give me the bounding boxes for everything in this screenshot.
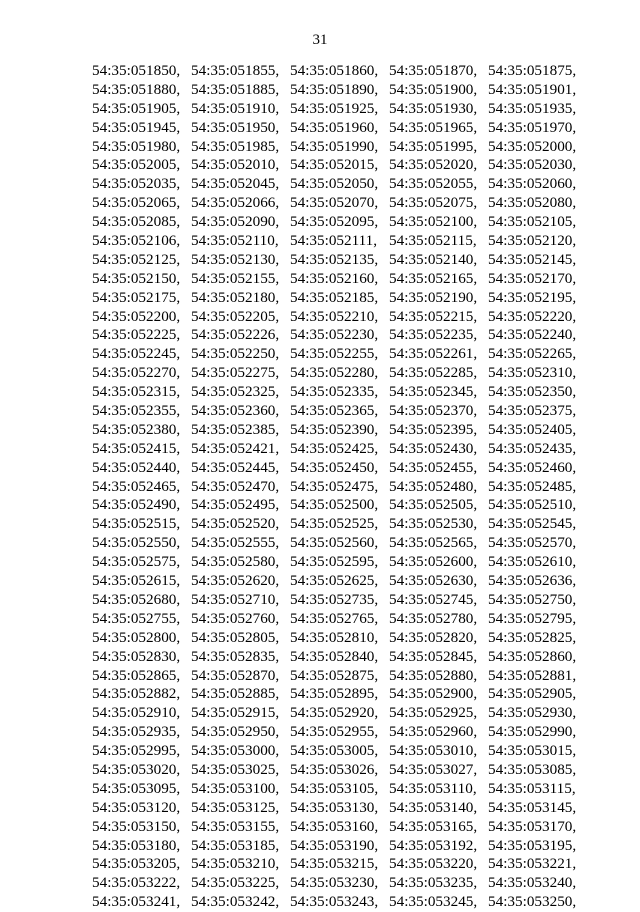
cadastral-number: 54:35:052475, [290,477,379,495]
cadastral-number: 54:35:052235, [389,326,478,344]
cadastral-number: 54:35:051990, [290,137,379,155]
cadastral-number: 54:35:052000, [488,137,577,155]
cadastral-number: 54:35:052900, [389,685,478,703]
cadastral-number: 54:35:052350, [488,383,577,401]
cadastral-number: 54:35:052510, [488,496,577,514]
cadastral-number: 54:35:052180, [191,288,280,306]
cadastral-number: 54:35:052820, [389,628,478,646]
cadastral-number: 54:35:052495, [191,496,280,514]
cadastral-number: 54:35:053095, [92,779,181,797]
cadastral-number: 54:35:053240, [488,874,577,892]
cadastral-number: 54:35:052015, [290,156,379,174]
cadastral-number: 54:35:052825, [488,628,577,646]
cadastral-number: 54:35:052310, [488,364,577,382]
cadastral-number: 54:35:052385, [191,420,280,438]
cadastral-number: 54:35:052165, [389,269,478,287]
cadastral-number: 54:35:052010, [191,156,280,174]
cadastral-number: 54:35:053027, [389,760,478,778]
cadastral-number: 54:35:052325, [191,383,280,401]
cadastral-number: 54:35:053245, [389,893,478,911]
cadastral-number: 54:35:053180, [92,836,181,854]
cadastral-number: 54:35:052765, [290,609,379,627]
cadastral-number: 54:35:052105, [488,213,577,231]
cadastral-number: 54:35:052215, [389,307,478,325]
cadastral-number: 54:35:052421, [191,439,280,457]
cadastral-number: 54:35:053165, [389,817,478,835]
cadastral-number: 54:35:052515, [92,515,181,533]
cadastral-number: 54:35:051935, [488,99,577,117]
cadastral-number: 54:35:052170, [488,269,577,287]
cadastral-number: 54:35:052580, [191,553,280,571]
cadastral-number: 54:35:051910, [191,99,280,117]
cadastral-number: 54:35:052205, [191,307,280,325]
cadastral-number: 54:35:051905, [92,99,181,117]
cadastral-number: 54:35:053235, [389,874,478,892]
cadastral-number: 54:35:053192, [389,836,478,854]
cadastral-number: 54:35:052745, [389,590,478,608]
cadastral-number: 54:35:053085, [488,760,577,778]
cadastral-number: 54:35:052066, [191,194,280,212]
cadastral-number: 54:35:052455, [389,458,478,476]
cadastral-number: 54:35:053230, [290,874,379,892]
cadastral-number: 54:35:052610, [488,553,577,571]
cadastral-number: 54:35:052355, [92,402,181,420]
cadastral-number: 54:35:052955, [290,723,379,741]
cadastral-number: 54:35:053250, [488,893,577,911]
cadastral-number: 54:35:052800, [92,628,181,646]
cadastral-number-list [92,62,587,912]
cadastral-number: 54:35:052795, [488,609,577,627]
cadastral-number: 54:35:052415, [92,439,181,457]
cadastral-number: 54:35:052895, [290,685,379,703]
cadastral-number: 54:35:052085, [92,213,181,231]
cadastral-number: 54:35:052255, [290,345,379,363]
cadastral-number: 54:35:052075, [389,194,478,212]
cadastral-number: 54:35:052335, [290,383,379,401]
cadastral-number: 54:35:052160, [290,269,379,287]
cadastral-number: 54:35:052915, [191,704,280,722]
cadastral-number: 54:35:052735, [290,590,379,608]
cadastral-number: 54:35:052055, [389,175,478,193]
cadastral-number: 54:35:052615, [92,572,181,590]
cadastral-number: 54:35:052230, [290,326,379,344]
cadastral-number: 54:35:052810, [290,628,379,646]
cadastral-number: 54:35:052565, [389,534,478,552]
cadastral-number: 54:35:052505, [389,496,478,514]
cadastral-number: 54:35:052710, [191,590,280,608]
cadastral-number: 54:35:052090, [191,213,280,231]
cadastral-number: 54:35:052155, [191,269,280,287]
cadastral-number: 54:35:052220, [488,307,577,325]
cadastral-number: 54:35:052881, [488,666,577,684]
cadastral-number: 54:35:052750, [488,590,577,608]
cadastral-number: 54:35:052882, [92,685,181,703]
cadastral-number: 54:35:053025, [191,760,280,778]
cadastral-number: 54:35:052445, [191,458,280,476]
cadastral-number: 54:35:052080, [488,194,577,212]
cadastral-number: 54:35:053221, [488,855,577,873]
cadastral-number: 54:35:052905, [488,685,577,703]
cadastral-number: 54:35:053140, [389,798,478,816]
cadastral-number: 54:35:052525, [290,515,379,533]
cadastral-number: 54:35:052935, [92,723,181,741]
cadastral-number: 54:35:052045, [191,175,280,193]
cadastral-number: 54:35:052020, [389,156,478,174]
cadastral-number: 54:35:053225, [191,874,280,892]
cadastral-number: 54:35:051930, [389,99,478,117]
cadastral-number: 54:35:052570, [488,534,577,552]
cadastral-number: 54:35:052375, [488,402,577,420]
cadastral-number: 54:35:052060, [488,175,577,193]
cadastral-number: 54:35:052190, [389,288,478,306]
cadastral-number: 54:35:053026, [290,760,379,778]
cadastral-number: 54:35:053105, [290,779,379,797]
cadastral-number: 54:35:052500, [290,496,379,514]
cadastral-number: 54:35:052435, [488,439,577,457]
cadastral-number: 54:35:052995, [92,742,181,760]
cadastral-number: 54:35:051985, [191,137,280,155]
cadastral-number: 54:35:051850, [92,62,181,79]
cadastral-number: 54:35:052070, [290,194,379,212]
cadastral-number: 54:35:053145, [488,798,577,816]
cadastral-number: 54:35:052275, [191,364,280,382]
cadastral-number: 54:35:053005, [290,742,379,760]
cadastral-number: 54:35:052390, [290,420,379,438]
cadastral-number: 54:35:052835, [191,647,280,665]
cadastral-number: 54:35:052550, [92,534,181,552]
cadastral-number: 54:35:052930, [488,704,577,722]
cadastral-number: 54:35:053242, [191,893,280,911]
cadastral-number: 54:35:052210, [290,307,379,325]
cadastral-number: 54:35:053190, [290,836,379,854]
cadastral-number: 54:35:053222, [92,874,181,892]
cadastral-number: 54:35:053170, [488,817,577,835]
cadastral-number: 54:35:051965, [389,118,478,136]
cadastral-number: 54:35:051980, [92,137,181,155]
cadastral-number: 54:35:053150, [92,817,181,835]
cadastral-number: 54:35:052480, [389,477,478,495]
cadastral-number: 54:35:052360, [191,402,280,420]
cadastral-number: 54:35:052100, [389,213,478,231]
cadastral-number: 54:35:052030, [488,156,577,174]
cadastral-number: 54:35:053010, [389,742,478,760]
cadastral-number: 54:35:052425, [290,439,379,457]
cadastral-number: 54:35:052885, [191,685,280,703]
cadastral-number: 54:35:053120, [92,798,181,816]
cadastral-number: 54:35:052575, [92,553,181,571]
cadastral-number: 54:35:052925, [389,704,478,722]
cadastral-number: 54:35:052095, [290,213,379,231]
cadastral-number: 54:35:052430, [389,439,478,457]
page-number: 31 [312,32,328,48]
cadastral-number: 54:35:052185, [290,288,379,306]
cadastral-number: 54:35:053020, [92,760,181,778]
cadastral-number: 54:35:052450, [290,458,379,476]
cadastral-number: 54:35:051995, [389,137,478,155]
cadastral-number: 54:35:052200, [92,307,181,325]
cadastral-number: 54:35:051860, [290,62,379,79]
cadastral-number: 54:35:052111, [290,232,378,250]
cadastral-number: 54:35:052625, [290,572,379,590]
cadastral-number: 54:35:052600, [389,553,478,571]
cadastral-number: 54:35:053130, [290,798,379,816]
cadastral-number: 54:35:053000, [191,742,280,760]
cadastral-number: 54:35:052110, [191,232,279,250]
cadastral-number: 54:35:051950, [191,118,280,136]
cadastral-number: 54:35:052115, [389,232,477,250]
cadastral-number: 54:35:052395, [389,420,478,438]
cadastral-number: 54:35:052261, [389,345,478,363]
cadastral-number: 54:35:052035, [92,175,181,193]
cadastral-number: 54:35:052620, [191,572,280,590]
cadastral-number: 54:35:052140, [389,250,478,268]
cadastral-number: 54:35:053241, [92,893,181,911]
cadastral-number: 54:35:052630, [389,572,478,590]
cadastral-number: 54:35:051870, [389,62,478,79]
cadastral-number: 54:35:052465, [92,477,181,495]
cadastral-number: 54:35:052145, [488,250,577,268]
cadastral-number: 54:35:052595, [290,553,379,571]
cadastral-number: 54:35:052860, [488,647,577,665]
cadastral-number: 54:35:051900, [389,80,478,98]
cadastral-number: 54:35:052636, [488,572,577,590]
cadastral-number: 54:35:052005, [92,156,181,174]
cadastral-number: 54:35:052530, [389,515,478,533]
cadastral-number: 54:35:053220, [389,855,478,873]
cadastral-number: 54:35:051970, [488,118,577,136]
cadastral-number: 54:35:052175, [92,288,181,306]
cadastral-number: 54:35:053125, [191,798,280,816]
cadastral-number: 54:35:053205, [92,855,181,873]
cadastral-number: 54:35:052470, [191,477,280,495]
cadastral-number: 54:35:052380, [92,420,181,438]
cadastral-number: 54:35:052875, [290,666,379,684]
cadastral-number: 54:35:051925, [290,99,379,117]
cadastral-number: 54:35:052920, [290,704,379,722]
cadastral-number: 54:35:052805, [191,628,280,646]
cadastral-number: 54:35:052345, [389,383,478,401]
cadastral-number: 54:35:052960, [389,723,478,741]
cadastral-number: 54:35:052130, [191,250,280,268]
cadastral-number: 54:35:052065, [92,194,181,212]
cadastral-number: 54:35:052225, [92,326,181,344]
cadastral-number: 54:35:052680, [92,590,181,608]
cadastral-number: 54:35:053215, [290,855,379,873]
cadastral-number: 54:35:052150, [92,269,181,287]
cadastral-number: 54:35:052250, [191,345,280,363]
cadastral-number: 54:35:051855, [191,62,280,79]
cadastral-number: 54:35:052560, [290,534,379,552]
cadastral-number: 54:35:052865, [92,666,181,684]
cadastral-number: 54:35:052195, [488,288,577,306]
cadastral-number: 54:35:053100, [191,779,280,797]
cadastral-number: 54:35:052485, [488,477,577,495]
cadastral-number: 54:35:052830, [92,647,181,665]
cadastral-number: 54:35:052990, [488,723,577,741]
cadastral-number: 54:35:052265, [488,345,577,363]
cadastral-number: 54:35:052760, [191,609,280,627]
cadastral-number: 54:35:052106, [92,232,181,250]
cadastral-number: 54:35:052120, [488,232,577,250]
cadastral-number: 54:35:053185, [191,836,280,854]
cadastral-number: 54:35:052245, [92,345,181,363]
cadastral-number: 54:35:052440, [92,458,181,476]
cadastral-number: 54:35:052880, [389,666,478,684]
cadastral-number: 54:35:052370, [389,402,478,420]
cadastral-number: 54:35:051901, [488,80,577,98]
cadastral-number: 54:35:052365, [290,402,379,420]
cadastral-number: 54:35:051880, [92,80,181,98]
cadastral-number: 54:35:053155, [191,817,280,835]
cadastral-number: 54:35:052950, [191,723,280,741]
cadastral-number: 54:35:053160, [290,817,379,835]
cadastral-number: 54:35:051890, [290,80,379,98]
cadastral-number: 54:35:052050, [290,175,379,193]
cadastral-number: 54:35:052135, [290,250,379,268]
cadastral-number: 54:35:051875, [488,62,577,79]
cadastral-number: 54:35:052845, [389,647,478,665]
cadastral-number: 54:35:052555, [191,534,280,552]
cadastral-number: 54:35:052226, [191,326,280,344]
cadastral-number: 54:35:053115, [488,779,576,797]
cadastral-number: 54:35:052125, [92,250,181,268]
cadastral-number: 54:35:052490, [92,496,181,514]
cadastral-number: 54:35:052280, [290,364,379,382]
cadastral-number: 54:35:052240, [488,326,577,344]
cadastral-number: 54:35:052520, [191,515,280,533]
cadastral-number: 54:35:052405, [488,420,577,438]
cadastral-number: 54:35:052870, [191,666,280,684]
cadastral-number: 54:35:052755, [92,609,181,627]
cadastral-number: 54:35:053110, [389,779,477,797]
cadastral-number: 54:35:052315, [92,383,181,401]
cadastral-number: 54:35:052545, [488,515,577,533]
cadastral-number: 54:35:053195, [488,836,577,854]
cadastral-number: 54:35:052270, [92,364,181,382]
cadastral-number: 54:35:052840, [290,647,379,665]
cadastral-number: 54:35:051945, [92,118,181,136]
cadastral-number: 54:35:052285, [389,364,478,382]
cadastral-number: 54:35:053015, [488,742,577,760]
cadastral-number: 54:35:051960, [290,118,379,136]
cadastral-number: 54:35:052460, [488,458,577,476]
cadastral-number: 54:35:052910, [92,704,181,722]
cadastral-number: 54:35:053210, [191,855,280,873]
cadastral-number: 54:35:051885, [191,80,280,98]
cadastral-number: 54:35:053243, [290,893,379,911]
cadastral-number: 54:35:052780, [389,609,478,627]
